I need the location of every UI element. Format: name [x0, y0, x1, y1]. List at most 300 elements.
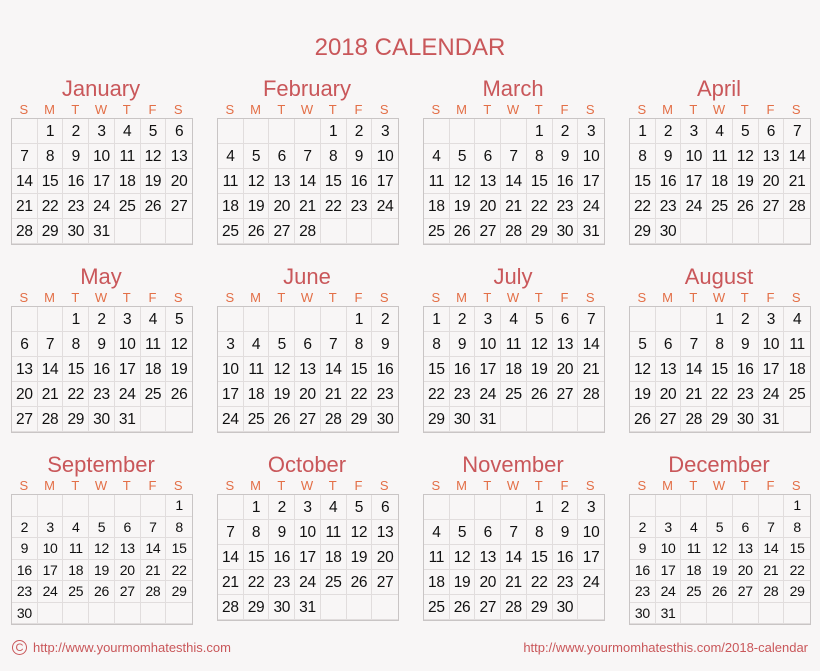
- day-cell: 12: [630, 357, 656, 382]
- day-cell: 8: [527, 520, 553, 545]
- day-cell: 14: [501, 545, 527, 570]
- day-cell: 20: [733, 560, 759, 582]
- day-cell: 22: [347, 382, 373, 407]
- weekday-label: T: [277, 102, 286, 117]
- day-cell: [115, 495, 141, 517]
- day-cell: 20: [475, 570, 501, 595]
- day-cell: 13: [269, 169, 295, 194]
- day-cell: 23: [63, 194, 89, 219]
- day-cell: 4: [501, 307, 527, 332]
- day-cell: 13: [759, 144, 785, 169]
- day-cell: [733, 495, 759, 517]
- day-cell: 7: [578, 307, 604, 332]
- day-cell: 15: [784, 538, 810, 560]
- day-cell: [372, 595, 398, 620]
- day-cell: [218, 495, 244, 520]
- day-cell: [141, 603, 167, 625]
- day-cell: [424, 495, 450, 520]
- day-cell: 23: [269, 570, 295, 595]
- day-cell: 30: [656, 219, 682, 244]
- day-cell: 1: [166, 495, 192, 517]
- day-cell: 11: [707, 144, 733, 169]
- day-cell: 26: [450, 219, 476, 244]
- day-cell: 23: [553, 194, 579, 219]
- day-cell: 15: [63, 357, 89, 382]
- day-cell: 14: [141, 538, 167, 560]
- day-cell: 23: [372, 382, 398, 407]
- day-cell: 27: [759, 194, 785, 219]
- month-grid: [423, 494, 605, 621]
- day-cell: 28: [321, 407, 347, 432]
- day-cell: 4: [424, 144, 450, 169]
- day-cell: 3: [475, 307, 501, 332]
- weekday-label: F: [560, 102, 569, 117]
- day-cell: 1: [424, 307, 450, 332]
- day-cell: 7: [38, 332, 64, 357]
- weekday-label: T: [277, 478, 286, 493]
- day-cell: 30: [12, 603, 38, 625]
- weekday-label: M: [662, 290, 673, 305]
- day-cell: [733, 603, 759, 625]
- day-cell: 13: [12, 357, 38, 382]
- day-cell: 9: [63, 144, 89, 169]
- day-cell: 21: [681, 382, 707, 407]
- day-cell: 29: [424, 407, 450, 432]
- day-cell: 16: [553, 169, 579, 194]
- weekday-label: F: [766, 102, 775, 117]
- day-cell: 11: [218, 169, 244, 194]
- weekday-label: T: [71, 290, 80, 305]
- day-cell: 3: [759, 307, 785, 332]
- day-cell: 25: [707, 194, 733, 219]
- day-cell: 9: [553, 144, 579, 169]
- footer-left-url[interactable]: http://www.yourmomhatesthis.com: [33, 640, 231, 655]
- day-cell: 16: [347, 169, 373, 194]
- day-cell: 22: [784, 560, 810, 582]
- day-cell: 27: [553, 382, 579, 407]
- day-cell: [166, 603, 192, 625]
- day-cell: 8: [63, 332, 89, 357]
- weekday-label: M: [250, 102, 261, 117]
- day-cell: 23: [12, 581, 38, 603]
- day-cell: 17: [38, 560, 64, 582]
- day-cell: 14: [784, 144, 810, 169]
- day-cell: 15: [630, 169, 656, 194]
- month-may: [11, 264, 191, 433]
- day-cell: [12, 119, 38, 144]
- day-cell: [115, 219, 141, 244]
- day-cell: 11: [424, 545, 450, 570]
- weekday-header: [423, 102, 603, 118]
- month-march: [423, 76, 603, 245]
- day-cell: 3: [218, 332, 244, 357]
- day-cell: [269, 119, 295, 144]
- day-cell: 17: [475, 357, 501, 382]
- day-cell: 30: [269, 595, 295, 620]
- day-cell: 8: [38, 144, 64, 169]
- day-cell: [501, 407, 527, 432]
- day-cell: 27: [295, 407, 321, 432]
- day-cell: [707, 495, 733, 517]
- day-cell: 13: [733, 538, 759, 560]
- day-cell: [450, 495, 476, 520]
- day-cell: 30: [630, 603, 656, 625]
- weekday-label: F: [148, 102, 157, 117]
- month-june: [217, 264, 397, 433]
- month-name: March: [482, 76, 544, 101]
- weekday-header: [629, 478, 809, 494]
- weekday-label: W: [506, 478, 520, 493]
- day-cell: 18: [424, 194, 450, 219]
- day-cell: 20: [656, 382, 682, 407]
- day-cell: 2: [553, 495, 579, 520]
- day-cell: 15: [321, 169, 347, 194]
- day-cell: 16: [630, 560, 656, 582]
- day-cell: 30: [372, 407, 398, 432]
- day-cell: 26: [527, 382, 553, 407]
- day-cell: 29: [244, 595, 270, 620]
- day-cell: 18: [63, 560, 89, 582]
- day-cell: 15: [527, 169, 553, 194]
- day-cell: 18: [244, 382, 270, 407]
- day-cell: 4: [424, 520, 450, 545]
- day-cell: 4: [218, 144, 244, 169]
- day-cell: 24: [372, 194, 398, 219]
- weekday-label: T: [740, 102, 749, 117]
- day-cell: 14: [38, 357, 64, 382]
- day-cell: 6: [475, 520, 501, 545]
- day-cell: 12: [707, 538, 733, 560]
- day-cell: 19: [450, 194, 476, 219]
- day-cell: 20: [475, 194, 501, 219]
- day-cell: 14: [12, 169, 38, 194]
- day-cell: 3: [372, 119, 398, 144]
- day-cell: 3: [38, 517, 64, 539]
- day-cell: 10: [295, 520, 321, 545]
- day-cell: 10: [38, 538, 64, 560]
- day-cell: 20: [372, 545, 398, 570]
- day-cell: 16: [269, 545, 295, 570]
- day-cell: 19: [733, 169, 759, 194]
- day-cell: 22: [527, 570, 553, 595]
- day-cell: [501, 119, 527, 144]
- day-cell: 14: [295, 169, 321, 194]
- day-cell: 24: [681, 194, 707, 219]
- calendar-title: 2018 CALENDAR: [314, 34, 506, 61]
- weekday-header: [629, 290, 809, 306]
- day-cell: 3: [656, 517, 682, 539]
- day-cell: [166, 219, 192, 244]
- day-cell: 2: [269, 495, 295, 520]
- day-cell: 12: [527, 332, 553, 357]
- day-cell: 6: [372, 495, 398, 520]
- day-cell: 28: [38, 407, 64, 432]
- day-cell: 27: [12, 407, 38, 432]
- day-cell: 4: [681, 517, 707, 539]
- day-cell: 22: [424, 382, 450, 407]
- weekday-label: T: [740, 478, 749, 493]
- day-cell: [784, 219, 810, 244]
- day-cell: [295, 307, 321, 332]
- day-cell: 22: [244, 570, 270, 595]
- day-cell: 5: [707, 517, 733, 539]
- day-cell: 8: [527, 144, 553, 169]
- day-cell: 27: [166, 194, 192, 219]
- day-cell: 25: [321, 570, 347, 595]
- day-cell: 5: [450, 144, 476, 169]
- day-cell: 19: [450, 570, 476, 595]
- weekday-label: M: [250, 478, 261, 493]
- day-cell: 7: [12, 144, 38, 169]
- day-cell: 16: [12, 560, 38, 582]
- day-cell: 23: [630, 581, 656, 603]
- day-cell: 6: [733, 517, 759, 539]
- day-cell: 15: [347, 357, 373, 382]
- day-cell: [347, 219, 373, 244]
- day-cell: 5: [450, 520, 476, 545]
- day-cell: [12, 495, 38, 517]
- weekday-label: S: [173, 290, 183, 305]
- weekday-label: F: [560, 290, 569, 305]
- day-cell: 29: [63, 407, 89, 432]
- weekday-label: S: [225, 290, 235, 305]
- month-grid: [11, 118, 193, 245]
- day-cell: 9: [89, 332, 115, 357]
- weekday-label: F: [354, 290, 363, 305]
- weekday-label: T: [328, 478, 337, 493]
- day-cell: 20: [553, 357, 579, 382]
- day-cell: 25: [63, 581, 89, 603]
- day-cell: 22: [38, 194, 64, 219]
- day-cell: 16: [372, 357, 398, 382]
- day-cell: [578, 407, 604, 432]
- day-cell: 24: [89, 194, 115, 219]
- day-cell: 9: [656, 144, 682, 169]
- month-february: [217, 76, 397, 245]
- day-cell: 29: [630, 219, 656, 244]
- day-cell: 17: [372, 169, 398, 194]
- weekday-label: S: [431, 102, 441, 117]
- day-cell: 17: [578, 169, 604, 194]
- weekday-label: T: [689, 478, 698, 493]
- day-cell: [321, 219, 347, 244]
- day-cell: 2: [733, 307, 759, 332]
- day-cell: 23: [553, 570, 579, 595]
- day-cell: 29: [347, 407, 373, 432]
- day-cell: 13: [475, 545, 501, 570]
- day-cell: [321, 307, 347, 332]
- day-cell: 27: [269, 219, 295, 244]
- day-cell: 22: [321, 194, 347, 219]
- day-cell: 13: [656, 357, 682, 382]
- day-cell: 9: [372, 332, 398, 357]
- day-cell: 19: [89, 560, 115, 582]
- day-cell: 25: [424, 219, 450, 244]
- weekday-label: S: [637, 478, 647, 493]
- day-cell: 30: [733, 407, 759, 432]
- day-cell: 28: [141, 581, 167, 603]
- day-cell: [707, 603, 733, 625]
- day-cell: 22: [527, 194, 553, 219]
- day-cell: 15: [244, 545, 270, 570]
- weekday-label: M: [44, 290, 55, 305]
- day-cell: 9: [450, 332, 476, 357]
- day-cell: 6: [295, 332, 321, 357]
- day-cell: 6: [12, 332, 38, 357]
- weekday-label: S: [379, 102, 389, 117]
- month-grid: [629, 118, 811, 245]
- day-cell: [38, 307, 64, 332]
- footer-right-url[interactable]: http://www.yourmomhatesthis.com/2018-calendar: [523, 640, 808, 655]
- day-cell: 28: [784, 194, 810, 219]
- day-cell: 23: [89, 382, 115, 407]
- weekday-label: T: [71, 102, 80, 117]
- copyright-icon: C: [12, 640, 27, 655]
- day-cell: 14: [759, 538, 785, 560]
- day-cell: 13: [553, 332, 579, 357]
- month-grid: [217, 118, 399, 245]
- weekday-label: S: [19, 290, 29, 305]
- day-cell: [115, 603, 141, 625]
- weekday-label: W: [712, 290, 726, 305]
- day-cell: 1: [707, 307, 733, 332]
- day-cell: 6: [475, 144, 501, 169]
- weekday-label: S: [585, 290, 595, 305]
- day-cell: [759, 219, 785, 244]
- weekday-label: W: [300, 290, 314, 305]
- day-cell: [475, 119, 501, 144]
- day-cell: 6: [269, 144, 295, 169]
- day-cell: 18: [218, 194, 244, 219]
- day-cell: [12, 307, 38, 332]
- day-cell: 5: [166, 307, 192, 332]
- day-cell: 29: [527, 219, 553, 244]
- day-cell: 7: [784, 119, 810, 144]
- day-cell: 31: [115, 407, 141, 432]
- weekday-label: T: [483, 290, 492, 305]
- day-cell: 2: [553, 119, 579, 144]
- weekday-label: F: [354, 102, 363, 117]
- weekday-label: S: [431, 290, 441, 305]
- day-cell: 25: [784, 382, 810, 407]
- day-cell: 14: [501, 169, 527, 194]
- weekday-label: W: [94, 290, 108, 305]
- day-cell: 1: [527, 119, 553, 144]
- weekday-label: S: [19, 102, 29, 117]
- day-cell: 29: [527, 595, 553, 620]
- month-name: January: [61, 76, 141, 101]
- day-cell: 19: [527, 357, 553, 382]
- day-cell: 15: [527, 545, 553, 570]
- month-name: July: [493, 264, 533, 289]
- day-cell: 25: [424, 595, 450, 620]
- weekday-label: T: [689, 290, 698, 305]
- day-cell: 4: [707, 119, 733, 144]
- day-cell: 25: [681, 581, 707, 603]
- day-cell: 14: [218, 545, 244, 570]
- day-cell: 11: [784, 332, 810, 357]
- day-cell: 12: [166, 332, 192, 357]
- month-name: February: [262, 76, 352, 101]
- day-cell: 18: [115, 169, 141, 194]
- day-cell: 18: [424, 570, 450, 595]
- day-cell: 2: [656, 119, 682, 144]
- day-cell: 26: [707, 581, 733, 603]
- day-cell: 8: [347, 332, 373, 357]
- day-cell: [141, 407, 167, 432]
- day-cell: 10: [89, 144, 115, 169]
- day-cell: 4: [321, 495, 347, 520]
- day-cell: [784, 603, 810, 625]
- day-cell: 31: [295, 595, 321, 620]
- weekday-label: S: [379, 478, 389, 493]
- day-cell: 8: [707, 332, 733, 357]
- day-cell: [630, 307, 656, 332]
- weekday-label: S: [173, 478, 183, 493]
- day-cell: 27: [372, 570, 398, 595]
- day-cell: [38, 603, 64, 625]
- weekday-label: T: [328, 102, 337, 117]
- day-cell: 21: [12, 194, 38, 219]
- day-cell: 5: [141, 119, 167, 144]
- day-cell: 4: [244, 332, 270, 357]
- day-cell: 27: [475, 219, 501, 244]
- day-cell: 22: [63, 382, 89, 407]
- weekday-label: T: [122, 478, 131, 493]
- day-cell: 11: [321, 520, 347, 545]
- day-cell: [244, 119, 270, 144]
- day-cell: 2: [63, 119, 89, 144]
- day-cell: [295, 119, 321, 144]
- weekday-label: T: [483, 102, 492, 117]
- day-cell: 1: [63, 307, 89, 332]
- weekday-label: M: [44, 102, 55, 117]
- day-cell: 28: [759, 581, 785, 603]
- day-cell: 2: [89, 307, 115, 332]
- weekday-label: S: [637, 290, 647, 305]
- day-cell: 29: [784, 581, 810, 603]
- day-cell: 30: [553, 595, 579, 620]
- day-cell: 1: [784, 495, 810, 517]
- weekday-label: T: [483, 478, 492, 493]
- day-cell: [63, 603, 89, 625]
- day-cell: 25: [244, 407, 270, 432]
- day-cell: 31: [475, 407, 501, 432]
- day-cell: 25: [115, 194, 141, 219]
- day-cell: 19: [166, 357, 192, 382]
- day-cell: 3: [681, 119, 707, 144]
- day-cell: 21: [501, 570, 527, 595]
- month-january: [11, 76, 191, 245]
- day-cell: [707, 219, 733, 244]
- day-cell: 9: [347, 144, 373, 169]
- day-cell: 15: [38, 169, 64, 194]
- day-cell: 6: [166, 119, 192, 144]
- weekday-header: [423, 478, 603, 494]
- day-cell: 19: [244, 194, 270, 219]
- weekday-label: W: [712, 478, 726, 493]
- day-cell: 6: [656, 332, 682, 357]
- day-cell: 10: [372, 144, 398, 169]
- day-cell: 18: [707, 169, 733, 194]
- weekday-label: W: [506, 102, 520, 117]
- day-cell: 16: [63, 169, 89, 194]
- month-name: October: [267, 452, 347, 477]
- day-cell: 21: [784, 169, 810, 194]
- weekday-label: W: [712, 102, 726, 117]
- weekday-header: [217, 478, 397, 494]
- day-cell: 12: [733, 144, 759, 169]
